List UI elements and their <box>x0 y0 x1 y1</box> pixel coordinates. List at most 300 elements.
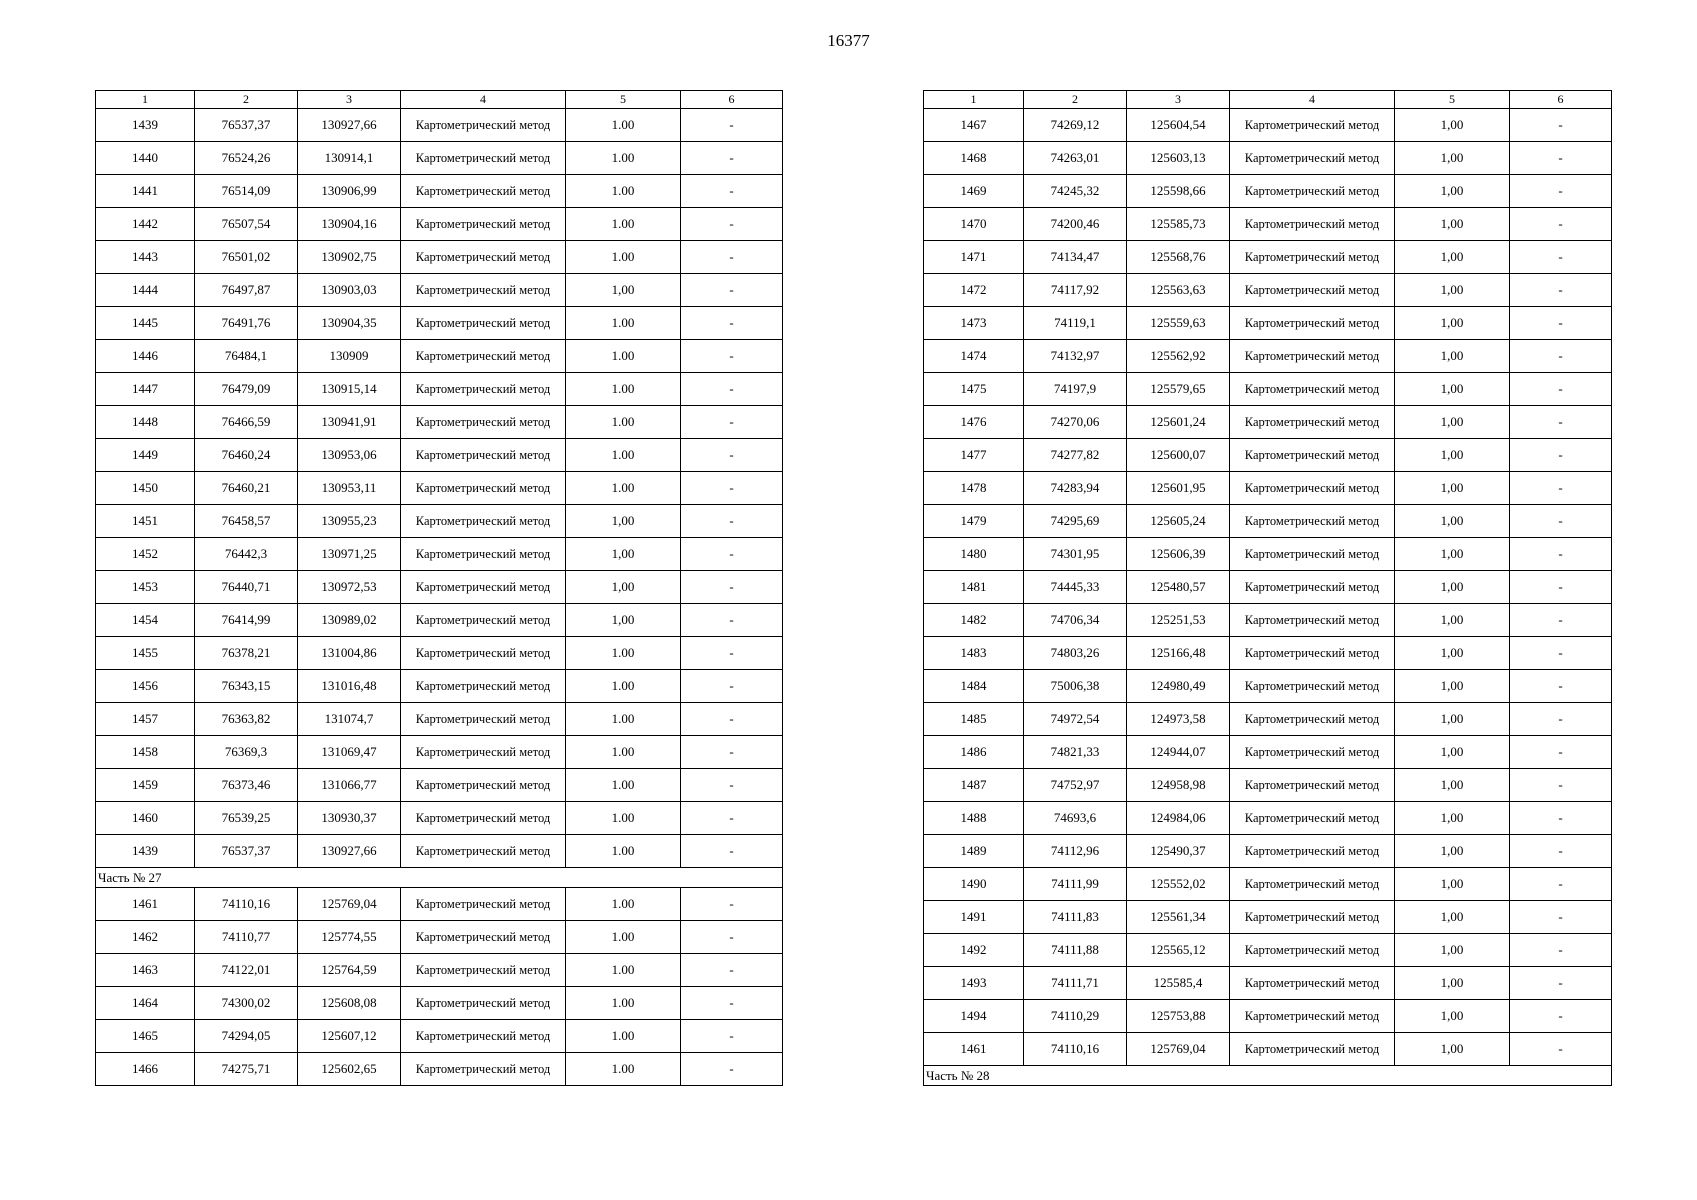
accuracy-cell: 1.00 <box>566 987 681 1020</box>
note-cell: - <box>1510 274 1612 307</box>
table-row <box>924 538 1612 571</box>
method-cell: Картометрический метод <box>401 340 566 373</box>
table-row <box>924 703 1612 736</box>
y-coordinate-cell: 130902,75 <box>298 241 401 274</box>
x-coordinate-cell: 74972,54 <box>1024 703 1127 736</box>
accuracy-cell: 1,00 <box>1395 571 1510 604</box>
method-cell: Картометрический метод <box>401 406 566 439</box>
method-cell: Картометрический метод <box>1230 1033 1395 1066</box>
part-heading: Часть № 28 <box>924 1066 1612 1086</box>
x-coordinate-cell: 74119,1 <box>1024 307 1127 340</box>
note-cell: - <box>681 439 783 472</box>
table-row <box>96 406 783 439</box>
column-header-1: 1 <box>96 91 195 109</box>
y-coordinate-cell: 131066,77 <box>298 769 401 802</box>
x-coordinate-cell: 74110,16 <box>195 888 298 921</box>
y-coordinate-cell: 130915,14 <box>298 373 401 406</box>
table-row <box>96 472 783 505</box>
note-cell: - <box>1510 802 1612 835</box>
y-coordinate-cell: 125563,63 <box>1127 274 1230 307</box>
note-cell: - <box>681 888 783 921</box>
x-coordinate-cell: 76343,15 <box>195 670 298 703</box>
x-coordinate-cell: 76460,24 <box>195 439 298 472</box>
method-cell: Картометрический метод <box>401 604 566 637</box>
x-coordinate-cell: 74269,12 <box>1024 109 1127 142</box>
y-coordinate-cell: 125606,39 <box>1127 538 1230 571</box>
x-coordinate-cell: 74301,95 <box>1024 538 1127 571</box>
accuracy-cell: 1.00 <box>566 736 681 769</box>
point-number-cell: 1470 <box>924 208 1024 241</box>
method-cell: Картометрический метод <box>401 1053 566 1086</box>
y-coordinate-cell: 125769,04 <box>1127 1033 1230 1066</box>
accuracy-cell: 1,00 <box>1395 604 1510 637</box>
accuracy-cell: 1,00 <box>566 604 681 637</box>
x-coordinate-cell: 74110,77 <box>195 921 298 954</box>
method-cell: Картометрический метод <box>401 175 566 208</box>
y-coordinate-cell: 125585,4 <box>1127 967 1230 1000</box>
note-cell: - <box>681 505 783 538</box>
accuracy-cell: 1.00 <box>566 109 681 142</box>
method-cell: Картометрический метод <box>1230 472 1395 505</box>
accuracy-cell: 1.00 <box>566 1020 681 1053</box>
point-number-cell: 1440 <box>96 142 195 175</box>
y-coordinate-cell: 125608,08 <box>298 987 401 1020</box>
method-cell: Картометрический метод <box>1230 604 1395 637</box>
table-row <box>96 954 783 987</box>
x-coordinate-cell: 76440,71 <box>195 571 298 604</box>
accuracy-cell: 1,00 <box>1395 472 1510 505</box>
y-coordinate-cell: 130930,37 <box>298 802 401 835</box>
table-row <box>924 604 1612 637</box>
note-cell: - <box>1510 571 1612 604</box>
table-row <box>96 571 783 604</box>
note-cell: - <box>1510 406 1612 439</box>
table-row <box>96 888 783 921</box>
y-coordinate-cell: 130927,66 <box>298 109 401 142</box>
accuracy-cell: 1,00 <box>1395 736 1510 769</box>
x-coordinate-cell: 76537,37 <box>195 835 298 868</box>
note-cell: - <box>1510 670 1612 703</box>
page-number: 16377 <box>827 31 870 50</box>
table-row <box>96 703 783 736</box>
note-cell: - <box>681 835 783 868</box>
point-number-cell: 1483 <box>924 637 1024 670</box>
method-cell: Картометрический метод <box>1230 967 1395 1000</box>
accuracy-cell: 1.00 <box>566 769 681 802</box>
table-row <box>96 109 783 142</box>
column-header-4: 4 <box>401 91 566 109</box>
x-coordinate-cell: 76378,21 <box>195 637 298 670</box>
accuracy-cell: 1,00 <box>1395 769 1510 802</box>
point-number-cell: 1487 <box>924 769 1024 802</box>
accuracy-cell: 1,00 <box>1395 439 1510 472</box>
y-coordinate-cell: 130906,99 <box>298 175 401 208</box>
y-coordinate-cell: 125562,92 <box>1127 340 1230 373</box>
table-header-row <box>96 91 783 109</box>
table-row <box>924 637 1612 670</box>
y-coordinate-cell: 125753,88 <box>1127 1000 1230 1033</box>
y-coordinate-cell: 125251,53 <box>1127 604 1230 637</box>
x-coordinate-cell: 74117,92 <box>1024 274 1127 307</box>
x-coordinate-cell: 74270,06 <box>1024 406 1127 439</box>
y-coordinate-cell: 125600,07 <box>1127 439 1230 472</box>
x-coordinate-cell: 74283,94 <box>1024 472 1127 505</box>
method-cell: Картометрический метод <box>401 835 566 868</box>
note-cell: - <box>681 637 783 670</box>
accuracy-cell: 1.00 <box>566 241 681 274</box>
method-cell: Картометрический метод <box>401 888 566 921</box>
note-cell: - <box>1510 637 1612 670</box>
note-cell: - <box>1510 604 1612 637</box>
x-coordinate-cell: 76524,26 <box>195 142 298 175</box>
table-row <box>96 637 783 670</box>
note-cell: - <box>681 538 783 571</box>
note-cell: - <box>1510 538 1612 571</box>
note-cell: - <box>681 307 783 340</box>
point-number-cell: 1471 <box>924 241 1024 274</box>
method-cell: Картометрический метод <box>1230 670 1395 703</box>
point-number-cell: 1444 <box>96 274 195 307</box>
table-row <box>96 604 783 637</box>
note-cell: - <box>1510 340 1612 373</box>
point-number-cell: 1486 <box>924 736 1024 769</box>
accuracy-cell: 1,00 <box>1395 967 1510 1000</box>
x-coordinate-cell: 74111,88 <box>1024 934 1127 967</box>
note-cell: - <box>1510 1033 1612 1066</box>
note-cell: - <box>681 208 783 241</box>
table-row <box>924 373 1612 406</box>
point-number-cell: 1491 <box>924 901 1024 934</box>
accuracy-cell: 1,00 <box>1395 637 1510 670</box>
y-coordinate-cell: 125579,65 <box>1127 373 1230 406</box>
y-coordinate-cell: 130904,35 <box>298 307 401 340</box>
x-coordinate-cell: 76466,59 <box>195 406 298 439</box>
table-row <box>924 208 1612 241</box>
point-number-cell: 1456 <box>96 670 195 703</box>
note-cell: - <box>681 802 783 835</box>
accuracy-cell: 1,00 <box>1395 538 1510 571</box>
note-cell: - <box>681 472 783 505</box>
note-cell: - <box>1510 769 1612 802</box>
accuracy-cell: 1,00 <box>1395 1033 1510 1066</box>
method-cell: Картометрический метод <box>1230 538 1395 571</box>
note-cell: - <box>681 241 783 274</box>
method-cell: Картометрический метод <box>401 538 566 571</box>
point-number-cell: 1492 <box>924 934 1024 967</box>
column-header-1: 1 <box>924 91 1024 109</box>
table-row <box>924 802 1612 835</box>
method-cell: Картометрический метод <box>1230 736 1395 769</box>
point-number-cell: 1477 <box>924 439 1024 472</box>
table-row <box>96 505 783 538</box>
column-header-2: 2 <box>1024 91 1127 109</box>
x-coordinate-cell: 76458,57 <box>195 505 298 538</box>
point-number-cell: 1461 <box>924 1033 1024 1066</box>
method-cell: Картометрический метод <box>1230 637 1395 670</box>
accuracy-cell: 1.00 <box>566 472 681 505</box>
accuracy-cell: 1.00 <box>566 307 681 340</box>
y-coordinate-cell: 130904,16 <box>298 208 401 241</box>
y-coordinate-cell: 125598,66 <box>1127 175 1230 208</box>
table-row <box>924 472 1612 505</box>
y-coordinate-cell: 130953,06 <box>298 439 401 472</box>
table-row <box>924 868 1612 901</box>
table-row <box>96 175 783 208</box>
point-number-cell: 1466 <box>96 1053 195 1086</box>
table-row <box>924 307 1612 340</box>
note-cell: - <box>1510 934 1612 967</box>
x-coordinate-cell: 74111,83 <box>1024 901 1127 934</box>
accuracy-cell: 1,00 <box>1395 307 1510 340</box>
note-cell: - <box>1510 307 1612 340</box>
point-number-cell: 1484 <box>924 670 1024 703</box>
y-coordinate-cell: 125602,65 <box>298 1053 401 1086</box>
table-row <box>96 340 783 373</box>
x-coordinate-cell: 74275,71 <box>195 1053 298 1086</box>
accuracy-cell: 1,00 <box>1395 109 1510 142</box>
y-coordinate-cell: 130989,02 <box>298 604 401 637</box>
point-number-cell: 1493 <box>924 967 1024 1000</box>
y-coordinate-cell: 125565,12 <box>1127 934 1230 967</box>
point-number-cell: 1439 <box>96 109 195 142</box>
x-coordinate-cell: 74263,01 <box>1024 142 1127 175</box>
point-number-cell: 1458 <box>96 736 195 769</box>
note-cell: - <box>1510 967 1612 1000</box>
column-header-6: 6 <box>1510 91 1612 109</box>
table-row <box>924 439 1612 472</box>
point-number-cell: 1439 <box>96 835 195 868</box>
table-row <box>96 1053 783 1086</box>
column-header-5: 5 <box>1395 91 1510 109</box>
point-number-cell: 1448 <box>96 406 195 439</box>
point-number-cell: 1494 <box>924 1000 1024 1033</box>
x-coordinate-cell: 74132,97 <box>1024 340 1127 373</box>
note-cell: - <box>681 109 783 142</box>
x-coordinate-cell: 76414,99 <box>195 604 298 637</box>
table-row <box>96 538 783 571</box>
accuracy-cell: 1.00 <box>566 1053 681 1086</box>
y-coordinate-cell: 125764,59 <box>298 954 401 987</box>
x-coordinate-cell: 74200,46 <box>1024 208 1127 241</box>
accuracy-cell: 1,00 <box>1395 142 1510 175</box>
x-coordinate-cell: 74112,96 <box>1024 835 1127 868</box>
method-cell: Картометрический метод <box>401 472 566 505</box>
method-cell: Картометрический метод <box>401 274 566 307</box>
note-cell: - <box>681 736 783 769</box>
note-cell: - <box>1510 373 1612 406</box>
point-number-cell: 1462 <box>96 921 195 954</box>
table-row <box>96 987 783 1020</box>
x-coordinate-cell: 74110,29 <box>1024 1000 1127 1033</box>
point-number-cell: 1459 <box>96 769 195 802</box>
table-row <box>924 901 1612 934</box>
note-cell: - <box>1510 175 1612 208</box>
y-coordinate-cell: 125585,73 <box>1127 208 1230 241</box>
x-coordinate-cell: 76363,82 <box>195 703 298 736</box>
y-coordinate-cell: 130955,23 <box>298 505 401 538</box>
point-number-cell: 1450 <box>96 472 195 505</box>
y-coordinate-cell: 125568,76 <box>1127 241 1230 274</box>
method-cell: Картометрический метод <box>401 109 566 142</box>
note-cell: - <box>1510 241 1612 274</box>
y-coordinate-cell: 130903,03 <box>298 274 401 307</box>
accuracy-cell: 1.00 <box>566 208 681 241</box>
column-header-3: 3 <box>298 91 401 109</box>
method-cell: Картометрический метод <box>1230 307 1395 340</box>
x-coordinate-cell: 76460,21 <box>195 472 298 505</box>
method-cell: Картометрический метод <box>401 241 566 274</box>
point-number-cell: 1490 <box>924 868 1024 901</box>
point-number-cell: 1453 <box>96 571 195 604</box>
table-row <box>924 142 1612 175</box>
method-cell: Картометрический метод <box>401 987 566 1020</box>
note-cell: - <box>681 274 783 307</box>
note-cell: - <box>681 373 783 406</box>
point-number-cell: 1443 <box>96 241 195 274</box>
accuracy-cell: 1,00 <box>1395 241 1510 274</box>
note-cell: - <box>681 1053 783 1086</box>
point-number-cell: 1473 <box>924 307 1024 340</box>
x-coordinate-cell: 76373,46 <box>195 769 298 802</box>
note-cell: - <box>681 340 783 373</box>
y-coordinate-cell: 130909 <box>298 340 401 373</box>
accuracy-cell: 1.00 <box>566 703 681 736</box>
point-number-cell: 1476 <box>924 406 1024 439</box>
note-cell: - <box>1510 1000 1612 1033</box>
method-cell: Картометрический метод <box>1230 142 1395 175</box>
table-row <box>924 769 1612 802</box>
note-cell: - <box>1510 868 1612 901</box>
accuracy-cell: 1.00 <box>566 637 681 670</box>
method-cell: Картометрический метод <box>1230 571 1395 604</box>
table-row <box>924 505 1612 538</box>
note-cell: - <box>1510 736 1612 769</box>
method-cell: Картометрический метод <box>401 571 566 604</box>
y-coordinate-cell: 131069,47 <box>298 736 401 769</box>
method-cell: Картометрический метод <box>1230 703 1395 736</box>
table-row <box>924 571 1612 604</box>
accuracy-cell: 1.00 <box>566 340 681 373</box>
table-row <box>924 670 1612 703</box>
method-cell: Картометрический метод <box>1230 439 1395 472</box>
y-coordinate-cell: 125604,54 <box>1127 109 1230 142</box>
table-row <box>96 208 783 241</box>
point-number-cell: 1449 <box>96 439 195 472</box>
accuracy-cell: 1,00 <box>1395 901 1510 934</box>
x-coordinate-cell: 74122,01 <box>195 954 298 987</box>
method-cell: Картометрический метод <box>401 802 566 835</box>
y-coordinate-cell: 124958,98 <box>1127 769 1230 802</box>
accuracy-cell: 1.00 <box>566 373 681 406</box>
note-cell: - <box>1510 109 1612 142</box>
table-row <box>96 439 783 472</box>
y-coordinate-cell: 124944,07 <box>1127 736 1230 769</box>
x-coordinate-cell: 76442,3 <box>195 538 298 571</box>
table-row <box>924 736 1612 769</box>
accuracy-cell: 1,00 <box>1395 208 1510 241</box>
method-cell: Картометрический метод <box>1230 868 1395 901</box>
y-coordinate-cell: 130914,1 <box>298 142 401 175</box>
method-cell: Картометрический метод <box>401 954 566 987</box>
table-row <box>924 1000 1612 1033</box>
table-row <box>96 736 783 769</box>
method-cell: Картометрический метод <box>1230 241 1395 274</box>
method-cell: Картометрический метод <box>1230 1000 1395 1033</box>
y-coordinate-cell: 125490,37 <box>1127 835 1230 868</box>
y-coordinate-cell: 125166,48 <box>1127 637 1230 670</box>
method-cell: Картометрический метод <box>401 637 566 670</box>
point-number-cell: 1451 <box>96 505 195 538</box>
method-cell: Картометрический метод <box>401 142 566 175</box>
x-coordinate-cell: 76507,54 <box>195 208 298 241</box>
method-cell: Картометрический метод <box>1230 505 1395 538</box>
point-number-cell: 1454 <box>96 604 195 637</box>
table-row <box>96 307 783 340</box>
point-number-cell: 1461 <box>96 888 195 921</box>
accuracy-cell: 1,00 <box>1395 406 1510 439</box>
method-cell: Картометрический метод <box>1230 175 1395 208</box>
table-row <box>96 274 783 307</box>
method-cell: Картометрический метод <box>1230 934 1395 967</box>
column-header-4: 4 <box>1230 91 1395 109</box>
x-coordinate-cell: 74134,47 <box>1024 241 1127 274</box>
method-cell: Картометрический метод <box>401 439 566 472</box>
x-coordinate-cell: 76479,09 <box>195 373 298 406</box>
note-cell: - <box>681 142 783 175</box>
method-cell: Картометрический метод <box>401 921 566 954</box>
note-cell: - <box>681 769 783 802</box>
x-coordinate-cell: 74445,33 <box>1024 571 1127 604</box>
point-number-cell: 1446 <box>96 340 195 373</box>
point-number-cell: 1455 <box>96 637 195 670</box>
point-number-cell: 1457 <box>96 703 195 736</box>
x-coordinate-cell: 74294,05 <box>195 1020 298 1053</box>
point-number-cell: 1463 <box>96 954 195 987</box>
y-coordinate-cell: 130971,25 <box>298 538 401 571</box>
x-coordinate-cell: 74300,02 <box>195 987 298 1020</box>
method-cell: Картометрический метод <box>1230 373 1395 406</box>
table-row <box>924 241 1612 274</box>
point-number-cell: 1480 <box>924 538 1024 571</box>
method-cell: Картометрический метод <box>1230 208 1395 241</box>
table-row <box>924 835 1612 868</box>
accuracy-cell: 1.00 <box>566 835 681 868</box>
table-row <box>96 241 783 274</box>
column-header-5: 5 <box>566 91 681 109</box>
accuracy-cell: 1.00 <box>566 406 681 439</box>
part-heading: Часть № 27 <box>96 868 783 888</box>
x-coordinate-cell: 74110,16 <box>1024 1033 1127 1066</box>
accuracy-cell: 1.00 <box>566 954 681 987</box>
point-number-cell: 1452 <box>96 538 195 571</box>
x-coordinate-cell: 76491,76 <box>195 307 298 340</box>
accuracy-cell: 1,00 <box>1395 835 1510 868</box>
table-row <box>924 1033 1612 1066</box>
y-coordinate-cell: 124973,58 <box>1127 703 1230 736</box>
y-coordinate-cell: 131074,7 <box>298 703 401 736</box>
note-cell: - <box>1510 505 1612 538</box>
note-cell: - <box>681 571 783 604</box>
note-cell: - <box>681 406 783 439</box>
point-number-cell: 1441 <box>96 175 195 208</box>
x-coordinate-cell: 74803,26 <box>1024 637 1127 670</box>
method-cell: Картометрический метод <box>1230 802 1395 835</box>
accuracy-cell: 1.00 <box>566 802 681 835</box>
note-cell: - <box>681 987 783 1020</box>
x-coordinate-cell: 76514,09 <box>195 175 298 208</box>
accuracy-cell: 1,00 <box>566 571 681 604</box>
x-coordinate-cell: 76369,3 <box>195 736 298 769</box>
